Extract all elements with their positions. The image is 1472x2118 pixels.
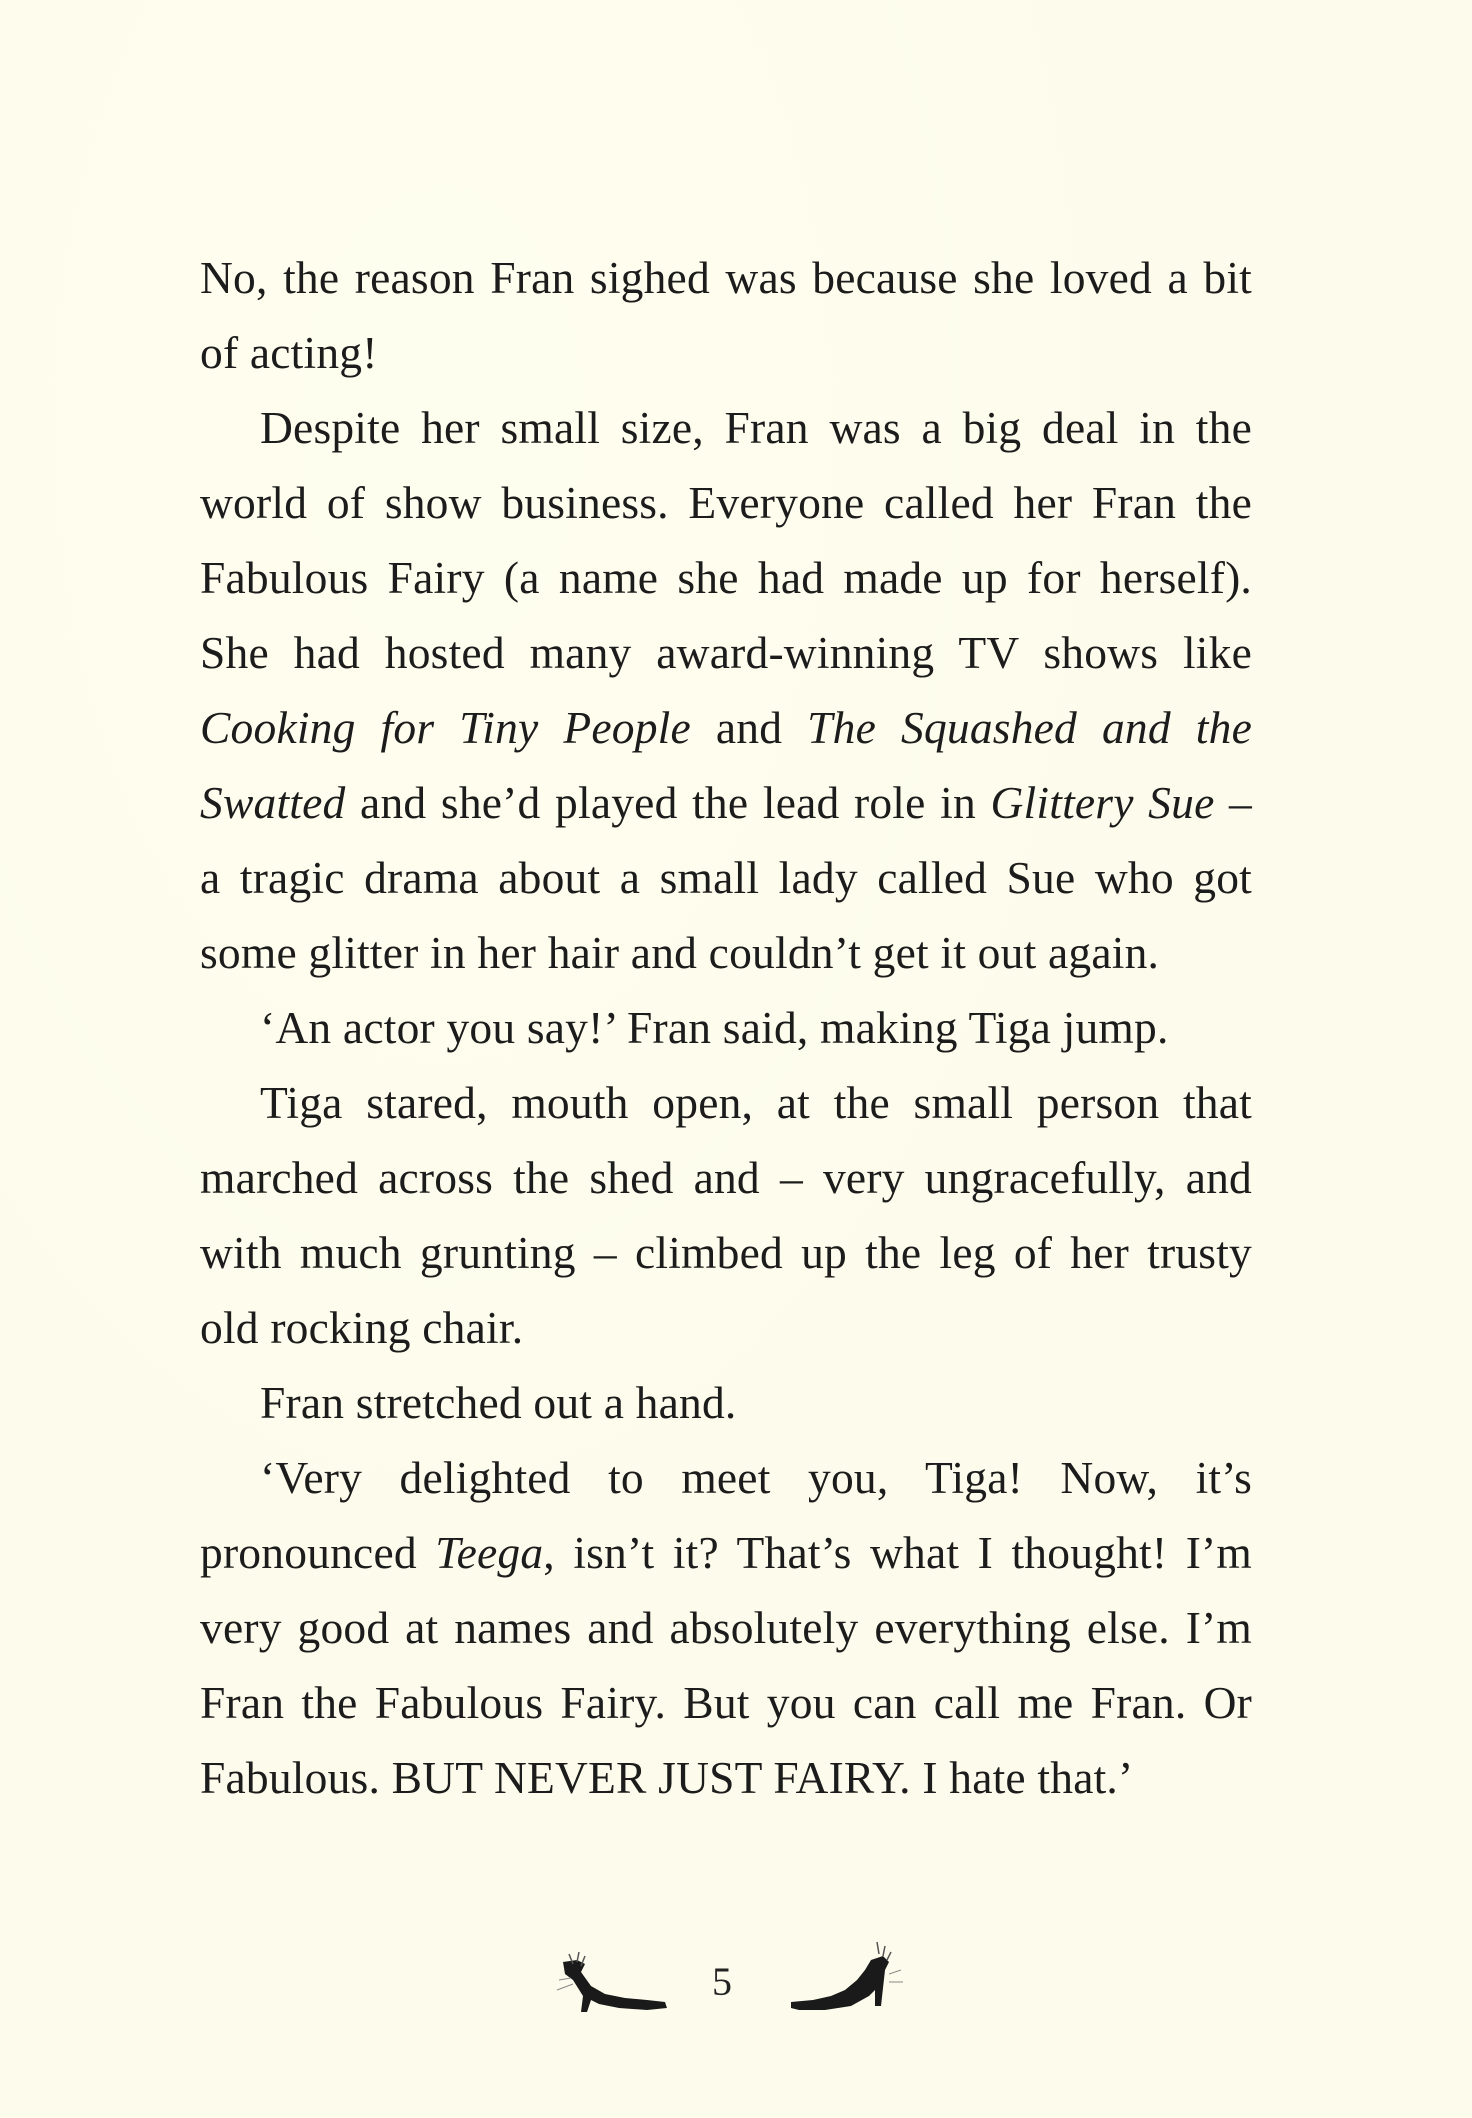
italic-title: The Squashed and the Swatted [200,702,1252,828]
paragraph [200,390,1252,990]
text-run: No, the reason Fran sighed was because she loved a bit of acting! [200,252,1252,378]
italic-title: Glittery Sue [990,777,1215,828]
paragraph [200,1065,1252,1365]
italic-title: Cooking for Tiny People [200,702,691,753]
text-run: and she’d played the lead role in [345,777,991,828]
left-shoe-icon [555,1950,675,2020]
text-run: Fran stretched out a hand. [260,1377,737,1428]
text-run: – a tragic drama about a small lady called Sue who got some glitter in her hair and couldn’t get it out again. [200,777,1253,978]
body-text [200,240,1252,1815]
paragraph [200,240,1252,390]
text-run: Despite her small size, Fran was a big deal in the world of show business. Everyone called her Fran the Fabulous Fairy (a name she had made up for herself). She had hosted many award-winning TV shows like [200,402,1252,678]
page-footer [0,1940,1472,2030]
page-number: 5 [712,1959,732,2004]
paragraph [200,990,1252,1065]
text-run: Tiga stared, mouth open, at the small person that marched across the shed and – very ungracefully, and with much grunting – climbed up the leg of her trusty old rocking chair. [200,1077,1252,1353]
paragraph [200,1440,1252,1815]
text-run: and [690,702,808,753]
italic-title: Teega [435,1527,544,1578]
right-shoe-icon [785,1940,905,2020]
text-run: ‘An actor you say!’ Fran said, making Tiga jump. [260,1002,1169,1053]
text-run: ‘Very delighted to meet you, Tiga! Now, it’s pronounced [200,1452,1252,1578]
text-run: , isn’t it? That’s what I thought! I’m very good at names and absolutely everything else. I’m Fran the Fabulous Fairy. But you can call me Fran. Or Fabulous. BUT NEVER JUST FAIRY. I hate that.’ [200,1527,1252,1803]
paragraph [200,1365,1252,1440]
